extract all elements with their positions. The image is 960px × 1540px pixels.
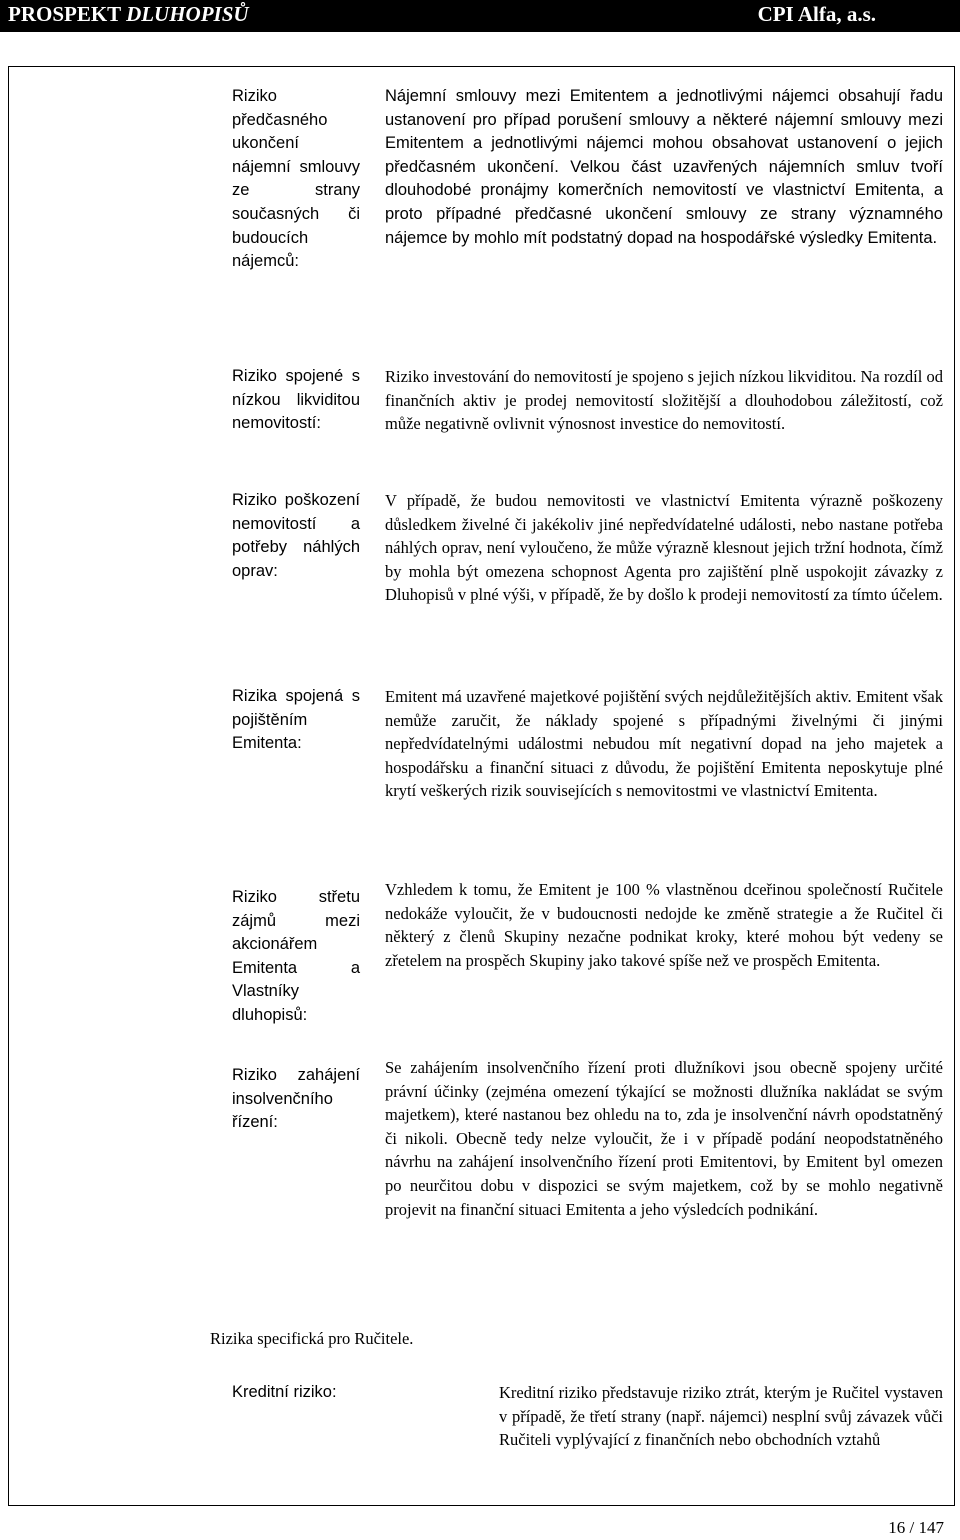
credit-risk-label: Kreditní riziko:	[232, 1383, 337, 1401]
risk-label-low-liquidity: Riziko spojené s nízkou likviditou nemovitostí:	[232, 367, 360, 433]
risk-description-insolvency: Se zahájením insolvenčního řízení proti dlužníkovi jsou obecně spojeny určité právní účinky (zejména omezení týkající se možnosti dlužníka nakládat se svým majetkem), které nastanou bez ohledu na to, zda je insolvenční návrh opodstatněný či nikoli. Obecně tedy nelze vyloučit, že i v případě podání neopodstatněného návrhu na zahájení insolvenčního řízení proti Emitentovi, by Emitent byl omezen po neurčitou dobu v dispozici se svým majetkem, což by se mohlo negativně projevit na finanční situaci Emitenta a jeho výsledcích podnikání.	[385, 1058, 943, 1219]
document-title-italic: DLUHOPISŮ	[126, 2, 249, 26]
risk-label-conflict-of-interest: Riziko střetu zájmů mezi akcionářem Emitenta a Vlastníky dluhopisů:	[232, 888, 360, 1024]
risk-description-property-damage: V případě, že budou nemovitosti ve vlastnictví Emitenta výrazně poškozeny důsledkem živelné či jakékoliv jiné nepředvídatelné události, nebo nastane potřeba náhlých oprav, není vyloučeno, že může výrazně klesnout jejich tržní hodnota, čímž by mohla být omezena schopnost Agenta pro zajištění plně uspokojit závazky z Dluhopisů v plné výši, v případě, že by došlo k prodeji nemovitostí za tímto účelem.	[385, 491, 943, 605]
page-number: 16 / 147	[888, 1518, 944, 1537]
risk-label-early-termination: Riziko předčasného ukončení nájemní smlouvy ze strany současných či budoucích nájemců:	[232, 87, 360, 271]
risk-label-property-damage: Riziko poškození nemovitostí a potřeby náhlých oprav:	[232, 491, 360, 580]
risk-description-early-termination: Nájemní smlouvy mezi Emitentem a jednotlivými nájemci obsahují řadu ustanovení pro případ porušení smlouvy a některé nájemní smlouvy mezi Emitentem a jednotlivými nájemci mohou obsahovat ustanovení o jejich předčasném ukončení. Velkou část uzavřených nájemních smluv tvoří dlouhodobé pronájmy komerčních nemovitostí ve vlastnictví Emitenta, a proto případné předčasné ukončení smlouvy ze strany významného nájemce by mohlo mít podstatný dopad na hospodářské výsledky Emitenta.	[385, 87, 943, 247]
section-title-guarantor-risks: Rizika specifická pro Ručitele.	[210, 1329, 414, 1348]
page-header	[0, 0, 960, 32]
risk-label-insolvency: Riziko zahájení insolvenčního řízení:	[232, 1066, 360, 1132]
company-name: CPI Alfa, a.s.	[757, 2, 876, 26]
credit-risk-description: Kreditní riziko představuje riziko ztrát, kterým je Ručitel vystaven v případě, že třetí strany (např. nájemci) nesplní svůj závazek vůči Ručiteli vyplývající z finančních nebo obchodních vztahů	[499, 1383, 943, 1450]
risk-description-low-liquidity: Riziko investování do nemovitostí je spojeno s jejich nízkou likviditou. Na rozdíl od finančních aktiv je prodej nemovitostí složitější a dlouhodobou záležitostí, což může negativně ovlivnit výnosnost investice do nemovitostí.	[385, 367, 943, 434]
document-title-plain: PROSPEKT	[8, 2, 127, 26]
risk-description-insurance: Emitent má uzavřené majetkové pojištění svých nejdůležitějších aktiv. Emitent však nemůže zaručit, že náklady spojené s případnými živelnými či jinými nepředvídatelnými událostmi nebudou mít negativní dopad na jeho majetek a hospodářsku a finanční situaci z důvodu, že pojištění Emitenta neposkytuje plné krytí veškerých rizik souvisejících s nemovitostmi ve vlastnictví Emitenta.	[385, 687, 943, 801]
risk-description-conflict-of-interest: Vzhledem k tomu, že Emitent je 100 % vlastněnou dceřinou společností Ručitele nedokáže vyloučit, že v budoucnosti nedojde ke změně strategie a že Ručitel či některý z členů Skupiny nezačne podnikat kroky, které mohou být vedeny se zřetelem na prospěch Skupiny jako takové spíše než ve prospěch Emitenta.	[385, 880, 943, 970]
document-title	[8, 3, 249, 27]
risk-label-insurance: Rizika spojená s pojištěním Emitenta:	[232, 687, 360, 753]
